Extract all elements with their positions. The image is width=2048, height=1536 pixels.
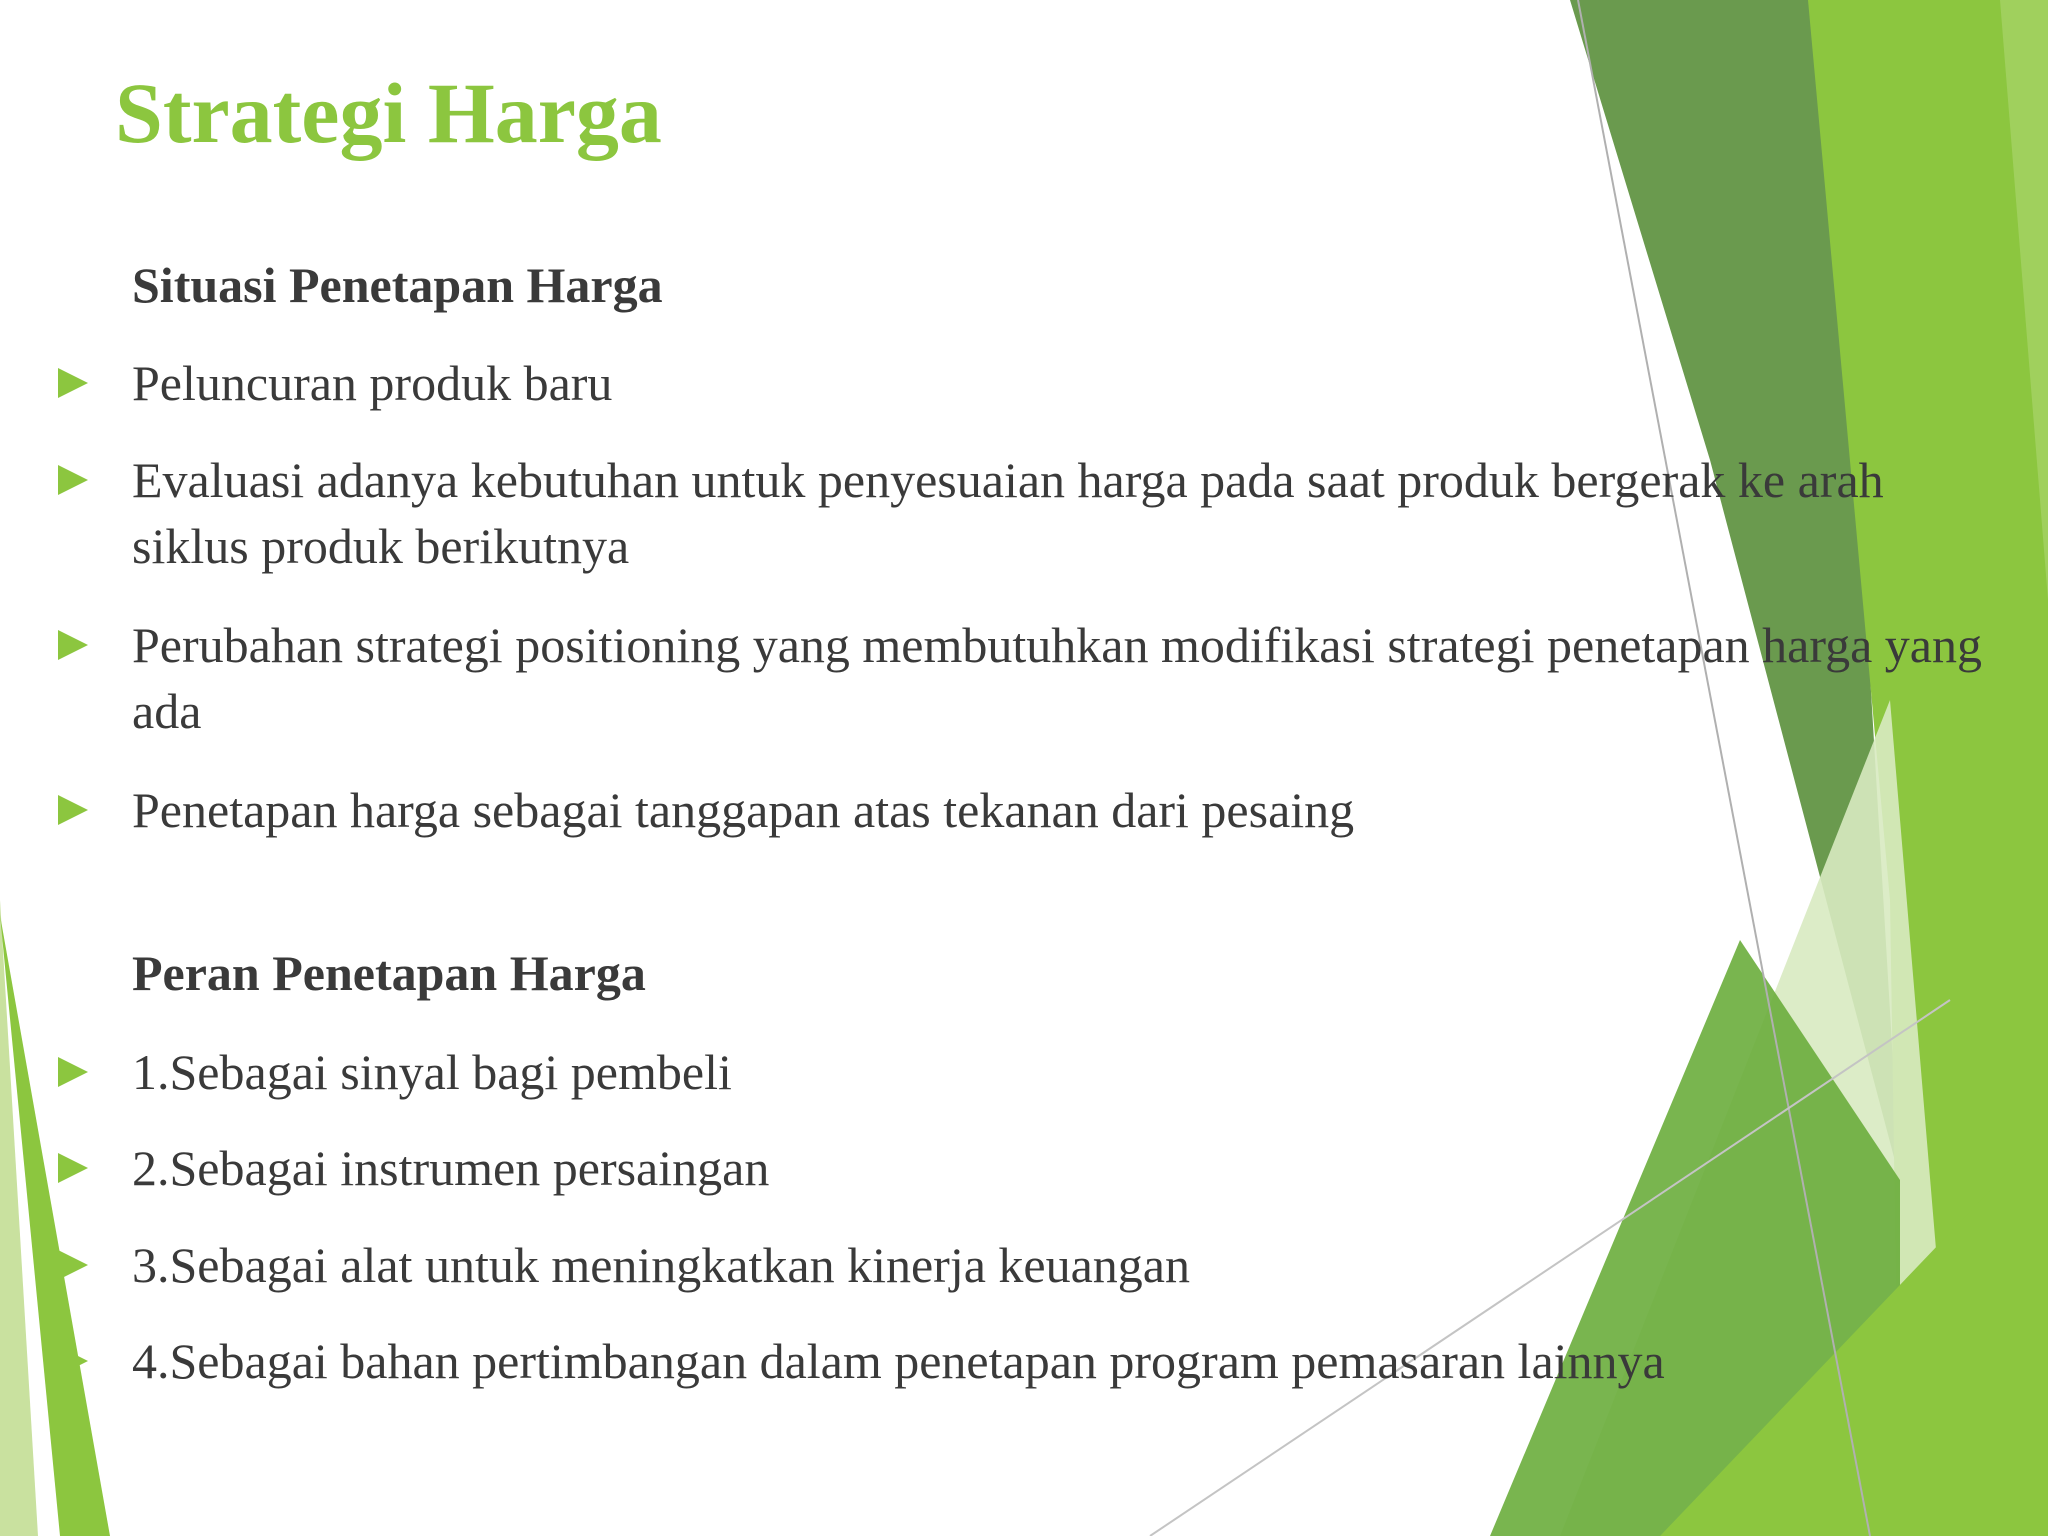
list-item-situasi-2: Evaluasi adanya kebutuhan untuk penyesuaian harga pada saat produk bergerak ke arah siklus produk berikutnya <box>132 452 1884 574</box>
triangle-right-icon <box>58 1153 88 1183</box>
triangle-right-icon <box>58 1250 88 1280</box>
triangle-right-icon <box>58 1346 88 1376</box>
section-heading-situasi: Situasi Penetapan Harga <box>132 257 663 313</box>
slide-title: Strategi Harga <box>115 65 662 161</box>
list-item-peran-3: 3.Sebagai alat untuk meningkatkan kinerja keuangan <box>132 1237 1190 1293</box>
list-item-peran-4: 4.Sebagai bahan pertimbangan dalam penetapan program pemasaran lainnya <box>132 1333 1665 1389</box>
list-item-peran-1: 1.Sebagai sinyal bagi pembeli <box>132 1044 732 1100</box>
triangle-right-icon <box>58 630 88 660</box>
triangle-right-icon <box>58 1057 88 1087</box>
list-item-situasi-3: Perubahan strategi positioning yang membutuhkan modifikasi strategi penetapan harga yang ada <box>132 617 1982 739</box>
list-item-situasi-1: Peluncuran produk baru <box>132 355 613 411</box>
triangle-right-icon <box>58 368 88 398</box>
list-item-situasi-4: Penetapan harga sebagai tanggapan atas tekanan dari pesaing <box>132 782 1355 838</box>
list-item-peran-2: 2.Sebagai instrumen persaingan <box>132 1140 770 1196</box>
triangle-right-icon <box>58 795 88 825</box>
section-heading-peran: Peran Penetapan Harga <box>132 945 646 1001</box>
triangle-right-icon <box>58 465 88 495</box>
